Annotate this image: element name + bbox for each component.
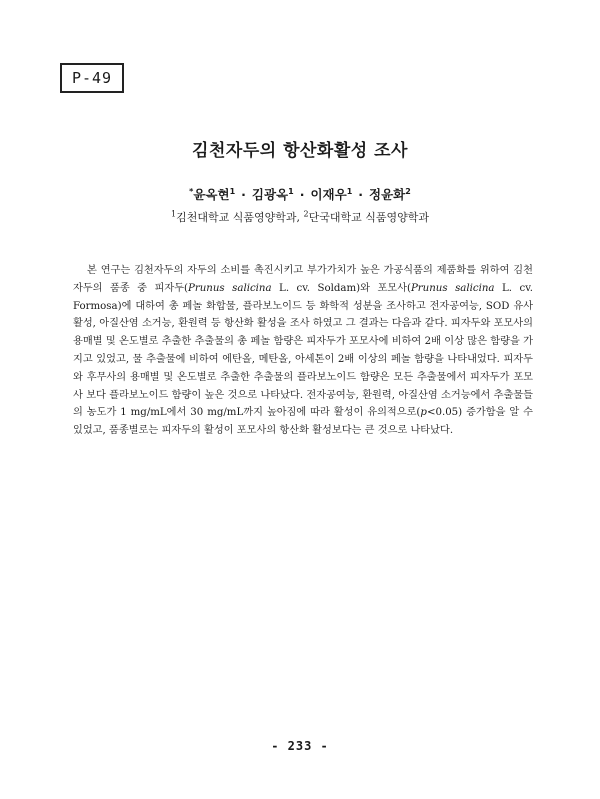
species-name: Prunus salicina xyxy=(188,282,272,294)
affiliation-number: 1 xyxy=(171,209,177,219)
affiliation-line xyxy=(0,209,600,225)
author-separator: · xyxy=(358,187,364,202)
author-1 xyxy=(189,187,235,202)
author-list xyxy=(0,185,600,203)
p-value-symbol: p xyxy=(420,407,427,419)
author-2 xyxy=(252,187,294,202)
corresponding-mark: * xyxy=(189,186,194,196)
affiliation-2 xyxy=(304,211,429,224)
affiliation-number: 1 xyxy=(229,186,236,196)
author-name: 이재우 xyxy=(310,187,347,202)
affiliation-number: 2 xyxy=(405,186,411,196)
abstract-text: L. cv. Soldam)와 포모사( xyxy=(271,282,411,294)
author-name: 정윤화 xyxy=(369,187,406,202)
species-name: Prunus salicina xyxy=(410,282,495,294)
author-4 xyxy=(369,187,411,202)
paper-title: 김천자두의 항산화활성 조사 xyxy=(192,141,408,161)
affiliation-number: 2 xyxy=(303,209,309,219)
page-number: - 233 - xyxy=(271,739,329,753)
poster-code-box: P-49 xyxy=(60,63,124,93)
abstract-text: L. cv. Formosa)에 대하여 총 페놀 화합물, 플라보노이드 등 화학적 성분을 조사하고 전자공여능, SOD 유사활성, 아질산염 소거능, 환원력 등 항산화 활성을 조사 하였고 그 결과는 다음과 같다. 피자두와 포모사의 용매별 및 온도별로 추출한 추출물의 총 페놀 함량은 피자두가 포모사에 비하여 2배 이상 많은 함량을 가지고 있었고, 물 추출물에 비하여 에탄올, 메탄올, 아세톤이 2배 이상의 페놀 함량을 나타내었다. 피자두와 후무사의 용매별 및 온도별로 추출한 추출물의 플라보노이드 함량은 모든 추출물에서 피자두가 포모사 보다 플라보노이드 함량이 높은 것으로 나타났다. 전자공여능, 환원력, 아질산염 소거능에서 추출물들의 농도가 1 mg/mL에서 30 mg/mL까지 높아짐에 따라 활성이 유의적으로( xyxy=(73,282,533,419)
affiliation-text: 김천대학교 식품영양학과, xyxy=(176,211,300,224)
abstract-text: 본 연구는 김천자두의 자두의 소비를 촉진시키고 부가가치가 높은 가공식품의 제품화를 위하여 김천자두의 품종 중 피자두( xyxy=(73,265,533,294)
author-3 xyxy=(310,187,352,202)
author-name: 윤옥현 xyxy=(193,187,230,202)
affiliation-1 xyxy=(171,211,300,224)
author-name: 김광옥 xyxy=(251,187,289,202)
affiliation-number: 1 xyxy=(288,186,294,196)
affiliation-number: 1 xyxy=(346,186,353,196)
abstract-paragraph xyxy=(73,262,533,440)
abstract-text: <0.05) 증가함을 알 수 있었고, 품종별로는 피자두의 활성이 포모사의 항산화 활성보다는 큰 것으로 나타났다. xyxy=(73,407,533,437)
author-separator: · xyxy=(299,187,305,202)
author-separator: · xyxy=(241,187,246,202)
affiliation-text: 단국대학교 식품영양학과 xyxy=(308,211,429,224)
